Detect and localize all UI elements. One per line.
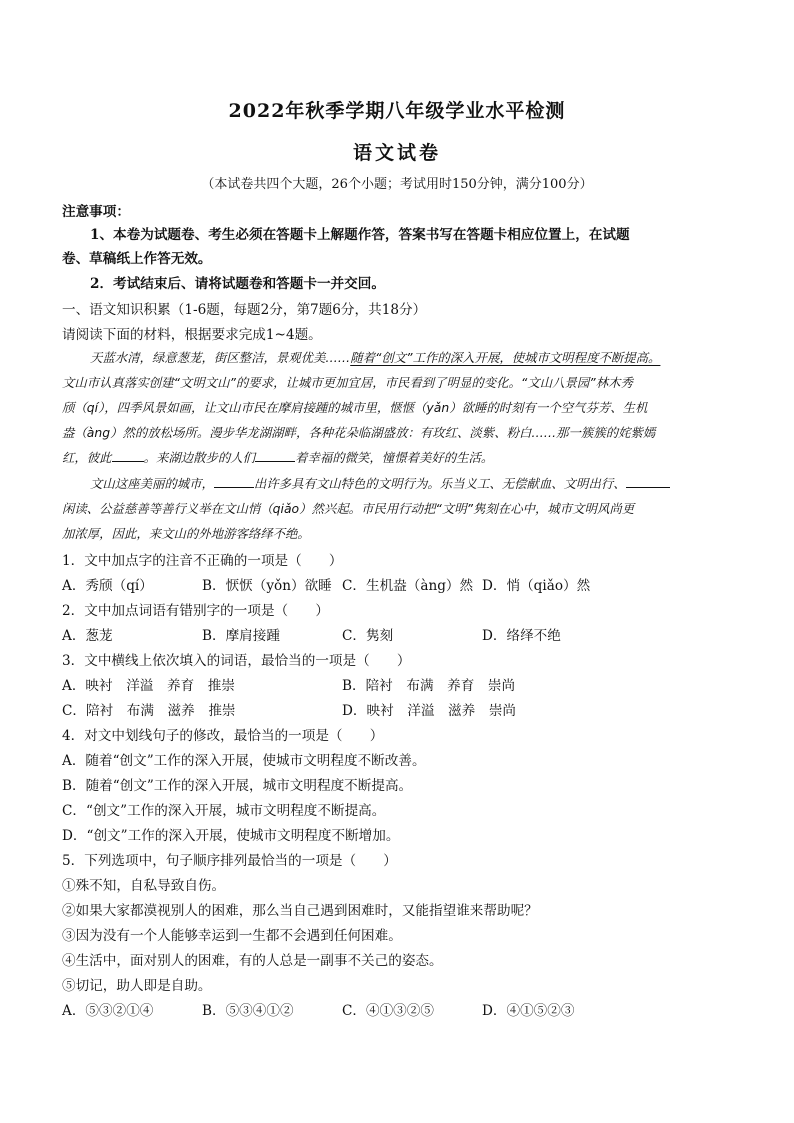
section-heading: 一、语文知识积累（1-6题，每题2分，第7题6分，共18分） — [62, 302, 427, 318]
question-1: 1．文中加点字的注音不正确的一项是（ ） — [62, 553, 343, 569]
question-4: 4．对文中划线句子的修改，最恰当的一项是（ ） — [62, 728, 384, 744]
material-line: 颀（qí），四季风景如画，让文山市民在摩肩接踵的城市里，惬惬（yǎn）欲睡的时刻有一个空气芬芳、生机 — [62, 400, 648, 415]
q4-option-a: A．随着“创文”工作的深入开展，使城市文明程度不断改善。 — [62, 753, 426, 769]
q4-option-b: B．随着“创文”工作的深入开展，城市文明程度不断提高。 — [62, 778, 413, 794]
q5-option-b: B．⑤③④①② — [202, 1003, 294, 1019]
q5-sentence-1: ①殊不知，自私导致自伤。 — [62, 878, 226, 894]
underlined-sentence: 随着“创文”工作的深入开展，使城市文明程度不断提高。 — [350, 350, 661, 365]
q4-option-d: D．“创文”工作的深入开展，使城市文明程度不断增加。 — [62, 828, 400, 844]
q5-sentence-5: ⑤切记，助人即是自助。 — [62, 978, 212, 994]
material-line: 文山这座美丽的城市， 出许多具有文山特色的文明行为。乐当义工、无偿献血、文明出行、 — [90, 474, 670, 492]
q2-option-c: C．隽刻 — [342, 628, 394, 644]
question-5: 5．下列选项中，句子顺序排列最恰当的一项是（ ） — [62, 853, 397, 869]
fill-blank — [214, 476, 254, 488]
section-instruction: 请阅读下面的材料，根据要求完成1~4题。 — [62, 327, 322, 343]
q1-option-a: A．秀颀（qí） — [62, 578, 153, 594]
exam-subtitle: 语文试卷 — [352, 142, 441, 164]
notice-item-1-cont: 卷、草稿纸上作答无效。 — [62, 251, 212, 267]
q5-sentence-4: ④生活中，面对别人的困难，有的人总是一副事不关己的姿态。 — [62, 953, 443, 969]
question-3: 3．文中横线上依次填入的词语，最恰当的一项是（ ） — [62, 653, 411, 669]
q2-option-d: D．络绎不绝 — [482, 628, 561, 644]
exam-meta: （本试卷共四个大题，26个小题；考试用时150分钟，满分100分） — [201, 177, 593, 192]
q5-option-c: C．④①③②⑤ — [342, 1003, 434, 1019]
question-2: 2．文中加点词语有错别字的一项是（ ） — [62, 603, 329, 619]
material-line: 闲读、公益慈善等善行义举在文山悄（qiǎo）然兴起。市民用行动把“文明”隽刻在心中，城市文明风尚更 — [62, 501, 635, 516]
material-line: 盎（àng）然的放松场所。漫步华龙湖湖畔，各种花朵临湖盛放：有玫红、淡紫、粉白……那一簇簇的姹紫嫣 — [62, 425, 656, 440]
q3-option-a: A．映衬 洋溢 养育 推崇 — [62, 678, 235, 694]
q5-option-d: D．④①⑤②③ — [482, 1003, 575, 1019]
q5-option-a: A．⑤③②①④ — [62, 1003, 154, 1019]
fill-blank — [626, 476, 670, 488]
q5-sentence-2: ②如果大家都漠视别人的困难，那么当自己遇到困难时，又能指望谁来帮助呢？ — [62, 903, 538, 919]
q3-option-d: D．映衬 洋溢 滋养 崇尚 — [342, 703, 517, 719]
notice-item-1: 1、本卷为试题卷、考生必须在答题卡上解题作答，答案书写在答题卡相应位置上，在试题 — [90, 227, 630, 243]
q2-option-a: A．葱茏 — [62, 628, 113, 644]
q5-sentence-3: ③因为没有一个人能够幸运到一生都不会遇到任何困难。 — [62, 928, 402, 944]
q1-option-c: C．生机盎（àng）然 — [342, 578, 474, 594]
fill-blank — [112, 450, 144, 462]
q2-option-b: B．摩肩接踵 — [202, 628, 280, 644]
notice-heading: 注意事项： — [62, 204, 130, 220]
material-line: 天蓝水清，绿意葱茏，街区整洁，景观优美……随着“创文”工作的深入开展，使城市文明程度不断提高。 — [90, 350, 661, 365]
material-line: 红，彼此 。来湖边散步的人们 着幸福的微笑，憧憬着美好的生活。 — [62, 450, 494, 465]
notice-item-2: 2．考试结束后、请将试题卷和答题卡一并交回。 — [90, 276, 385, 292]
q3-option-c: C．陪衬 布满 滋养 推崇 — [62, 703, 236, 719]
exam-title: 2022年秋季学期八年级学业水平检测 — [228, 100, 566, 122]
material-line: 加浓厚，因此，来文山的外地游客络绎不绝。 — [62, 526, 310, 541]
q3-option-b: B．陪衬 布满 养育 崇尚 — [342, 678, 516, 694]
material-line: 文山市认真落实创建“文明文山”的要求，让城市更加宜居，市民看到了明显的变化。“文山八景园”林木秀 — [62, 375, 633, 390]
q1-option-b: B．恹恹（yǒn）欲睡 — [202, 578, 332, 594]
q4-option-c: C．“创文”工作的深入开展，城市文明程度不断提高。 — [62, 803, 386, 819]
q1-option-d: D．悄（qiǎo）然 — [482, 578, 591, 594]
fill-blank — [255, 450, 295, 462]
